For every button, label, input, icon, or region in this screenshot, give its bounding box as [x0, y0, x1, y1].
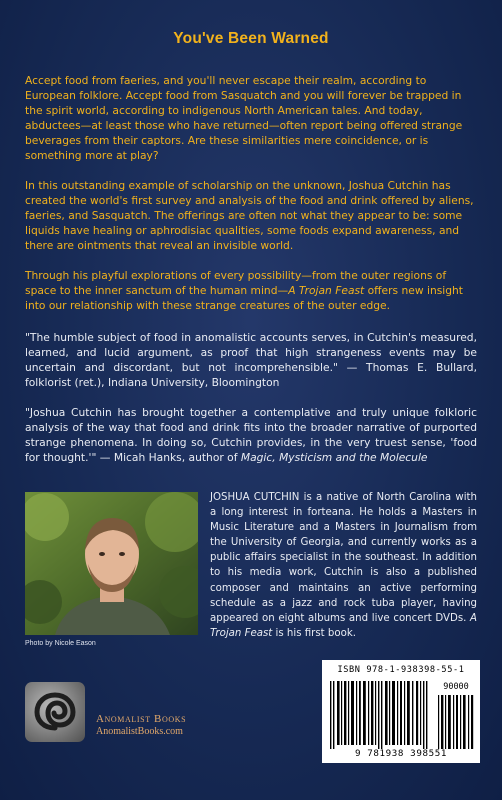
explorations-text-after: offers new insight into our relationship with these strange creatures of the outer edge.: [25, 284, 463, 313]
publisher-block: [96, 713, 186, 737]
author-photo: [25, 492, 198, 635]
bio-text-after: is his first book.: [272, 627, 356, 639]
price-code: 90000: [443, 682, 469, 692]
hanks-quote-text: "Joshua Cutchin has brought together a contemplative and truly unique folkloric analysis of the way that food and drink fits into the broader narrative of purported strange phenomena. In doing so, Cutchin provides, in the very truest sense, 'food for thought.'" — Micah Hanks, author of: [25, 406, 477, 465]
scholarship-paragraph: In this outstanding example of scholarship on the unknown, Joshua Cutchin has created the world's first survey and analysis of the food and drink offered by aliens, faeries, and Sasquatch. The offerings are often not what they appear to be: some liquids have healing or aphrodisiac qualities, some foods expand awareness, and there are ointments that reveal an invisible world.: [25, 179, 474, 253]
hanks-book-title: Magic, Mysticism and the Molecule: [240, 451, 428, 465]
publisher-name: Anomalist Books: [96, 713, 187, 725]
isbn-digits: 9 781938 398551: [355, 748, 447, 759]
bio-book-title: A Trojan Feast: [210, 612, 477, 639]
publisher-url: AnomalistBooks.com: [96, 726, 183, 737]
hanks-quote: [25, 405, 477, 465]
bullard-quote: "The humble subject of food in anomalistic accounts serves, in Cutchin's measured, learned, and lucid argument, as proof that high strangeness events may be uncertain and discordant, but not incomprehensible." — Thomas E. Bullard, folklorist (ret.), Indiana University, Bloomington: [25, 331, 477, 390]
isbn-label: ISBN 978-1-938398-55-1: [337, 665, 465, 675]
intro-paragraph: Accept food from faeries, and you'll never escape their realm, according to European folklore. Accept food from Sasquatch and you will forever be trapped in the spirit world, according to indigenous North American tales. And today, abductees—at least those who have returned—often report being offered strange beverages from their captors. Are these similarities mere coincidence, or is something more at play?: [25, 74, 463, 163]
explorations-paragraph: [25, 268, 477, 313]
back-cover-heading: You've Been Warned: [173, 30, 329, 47]
book-title-italic: A Trojan Feast: [288, 284, 365, 298]
isbn-barcode: [322, 660, 480, 763]
photo-credit: Photo by Nicole Eason: [25, 640, 96, 647]
bio-text-before: JOSHUA CUTCHIN is a native of North Carolina with a long interest in forteana. He holds a Masters in Music Literature and a Masters in Journalism from the University of Georgia, and currently works as a public affairs specialist in the southeast. In addition to his media work, Cutchin is also a published composer and maintains an active performing schedule as a jazz and rock tuba player, having appeared on eight albums and live concert DVDs.: [210, 492, 477, 624]
spiral-logo-icon: [25, 682, 85, 742]
explorations-text-before: Through his playful explorations of every possibility—from the outer regions of space to the inner sanctum of the human mind—: [25, 269, 447, 298]
author-bio: [210, 490, 477, 641]
